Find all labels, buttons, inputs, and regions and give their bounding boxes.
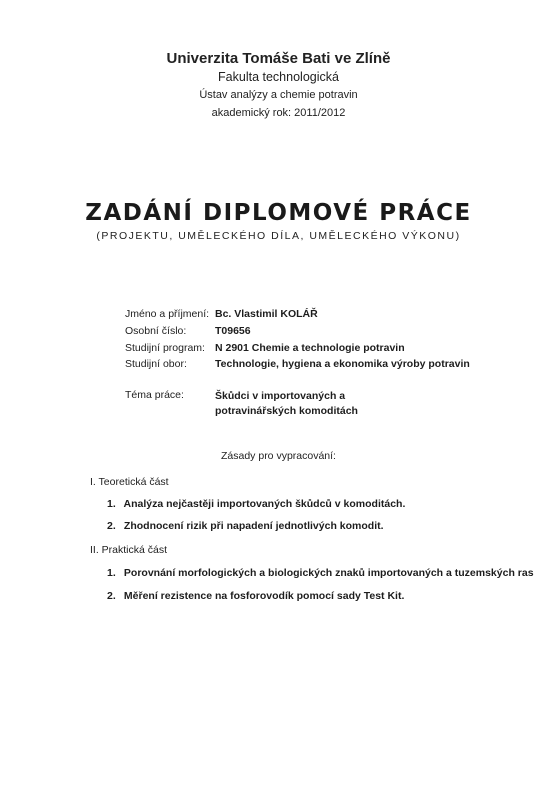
section-theoretical-title: I. Teoretická část [90,476,169,488]
academic-year: akademický rok: 2011/2012 [211,107,346,119]
program-label: Studijní program: [125,342,205,354]
field-label: Studijní obor: [125,358,187,370]
id-value: T09656 [215,325,251,337]
topic-value: Škůdci v importovaných a potravinářských komoditách [215,390,358,417]
item-text: Zhodnocení rizik při napadení jednotlivých komodit. [123,520,384,532]
name-value: Bc. Vlastimil KOLÁŘ [215,308,318,320]
program-value: N 2901 Chemie a technologie potravin [215,342,405,354]
id-label: Osobní číslo: [125,325,187,337]
document-subtitle: (PROJEKTU, UMĚLECKÉHO DÍLA, UMĚLECKÉHO VÝKONU) [96,230,461,242]
item-number: 1. [107,567,116,579]
list-item [107,520,384,532]
topic-label: Téma práce: [125,389,184,401]
name-label: Jméno a příjmení: [125,308,210,320]
field-value: Technologie, hygiena a ekonomika výroby potravin [215,358,470,370]
principles-heading: Zásady pro vypracování: [221,450,336,462]
item-number: 1. [107,498,116,510]
section-practical-title: II. Praktická část [90,544,168,556]
item-number: 2. [107,590,116,602]
document-title: ZADÁNÍ DIPLOMOVÉ PRÁCE [85,200,472,226]
item-text: Měření rezistence na fosforovodík pomocí sady Test Kit. [123,590,405,602]
item-text: Analýza nejčastěji importovaných škůdců v komoditách. [123,498,406,510]
faculty-name: Fakulta technologická [218,70,339,84]
item-text: Porovnání morfologických a biologických znaků importovaných a tuzemských ras [123,567,534,579]
list-item [107,498,405,510]
university-name: Univerzita Tomáše Bati ve Zlíně [166,50,391,67]
list-item [107,590,404,602]
institute-name: Ústav analýzy a chemie potravin [199,89,358,101]
item-number: 2. [107,520,116,532]
list-item [107,567,534,579]
